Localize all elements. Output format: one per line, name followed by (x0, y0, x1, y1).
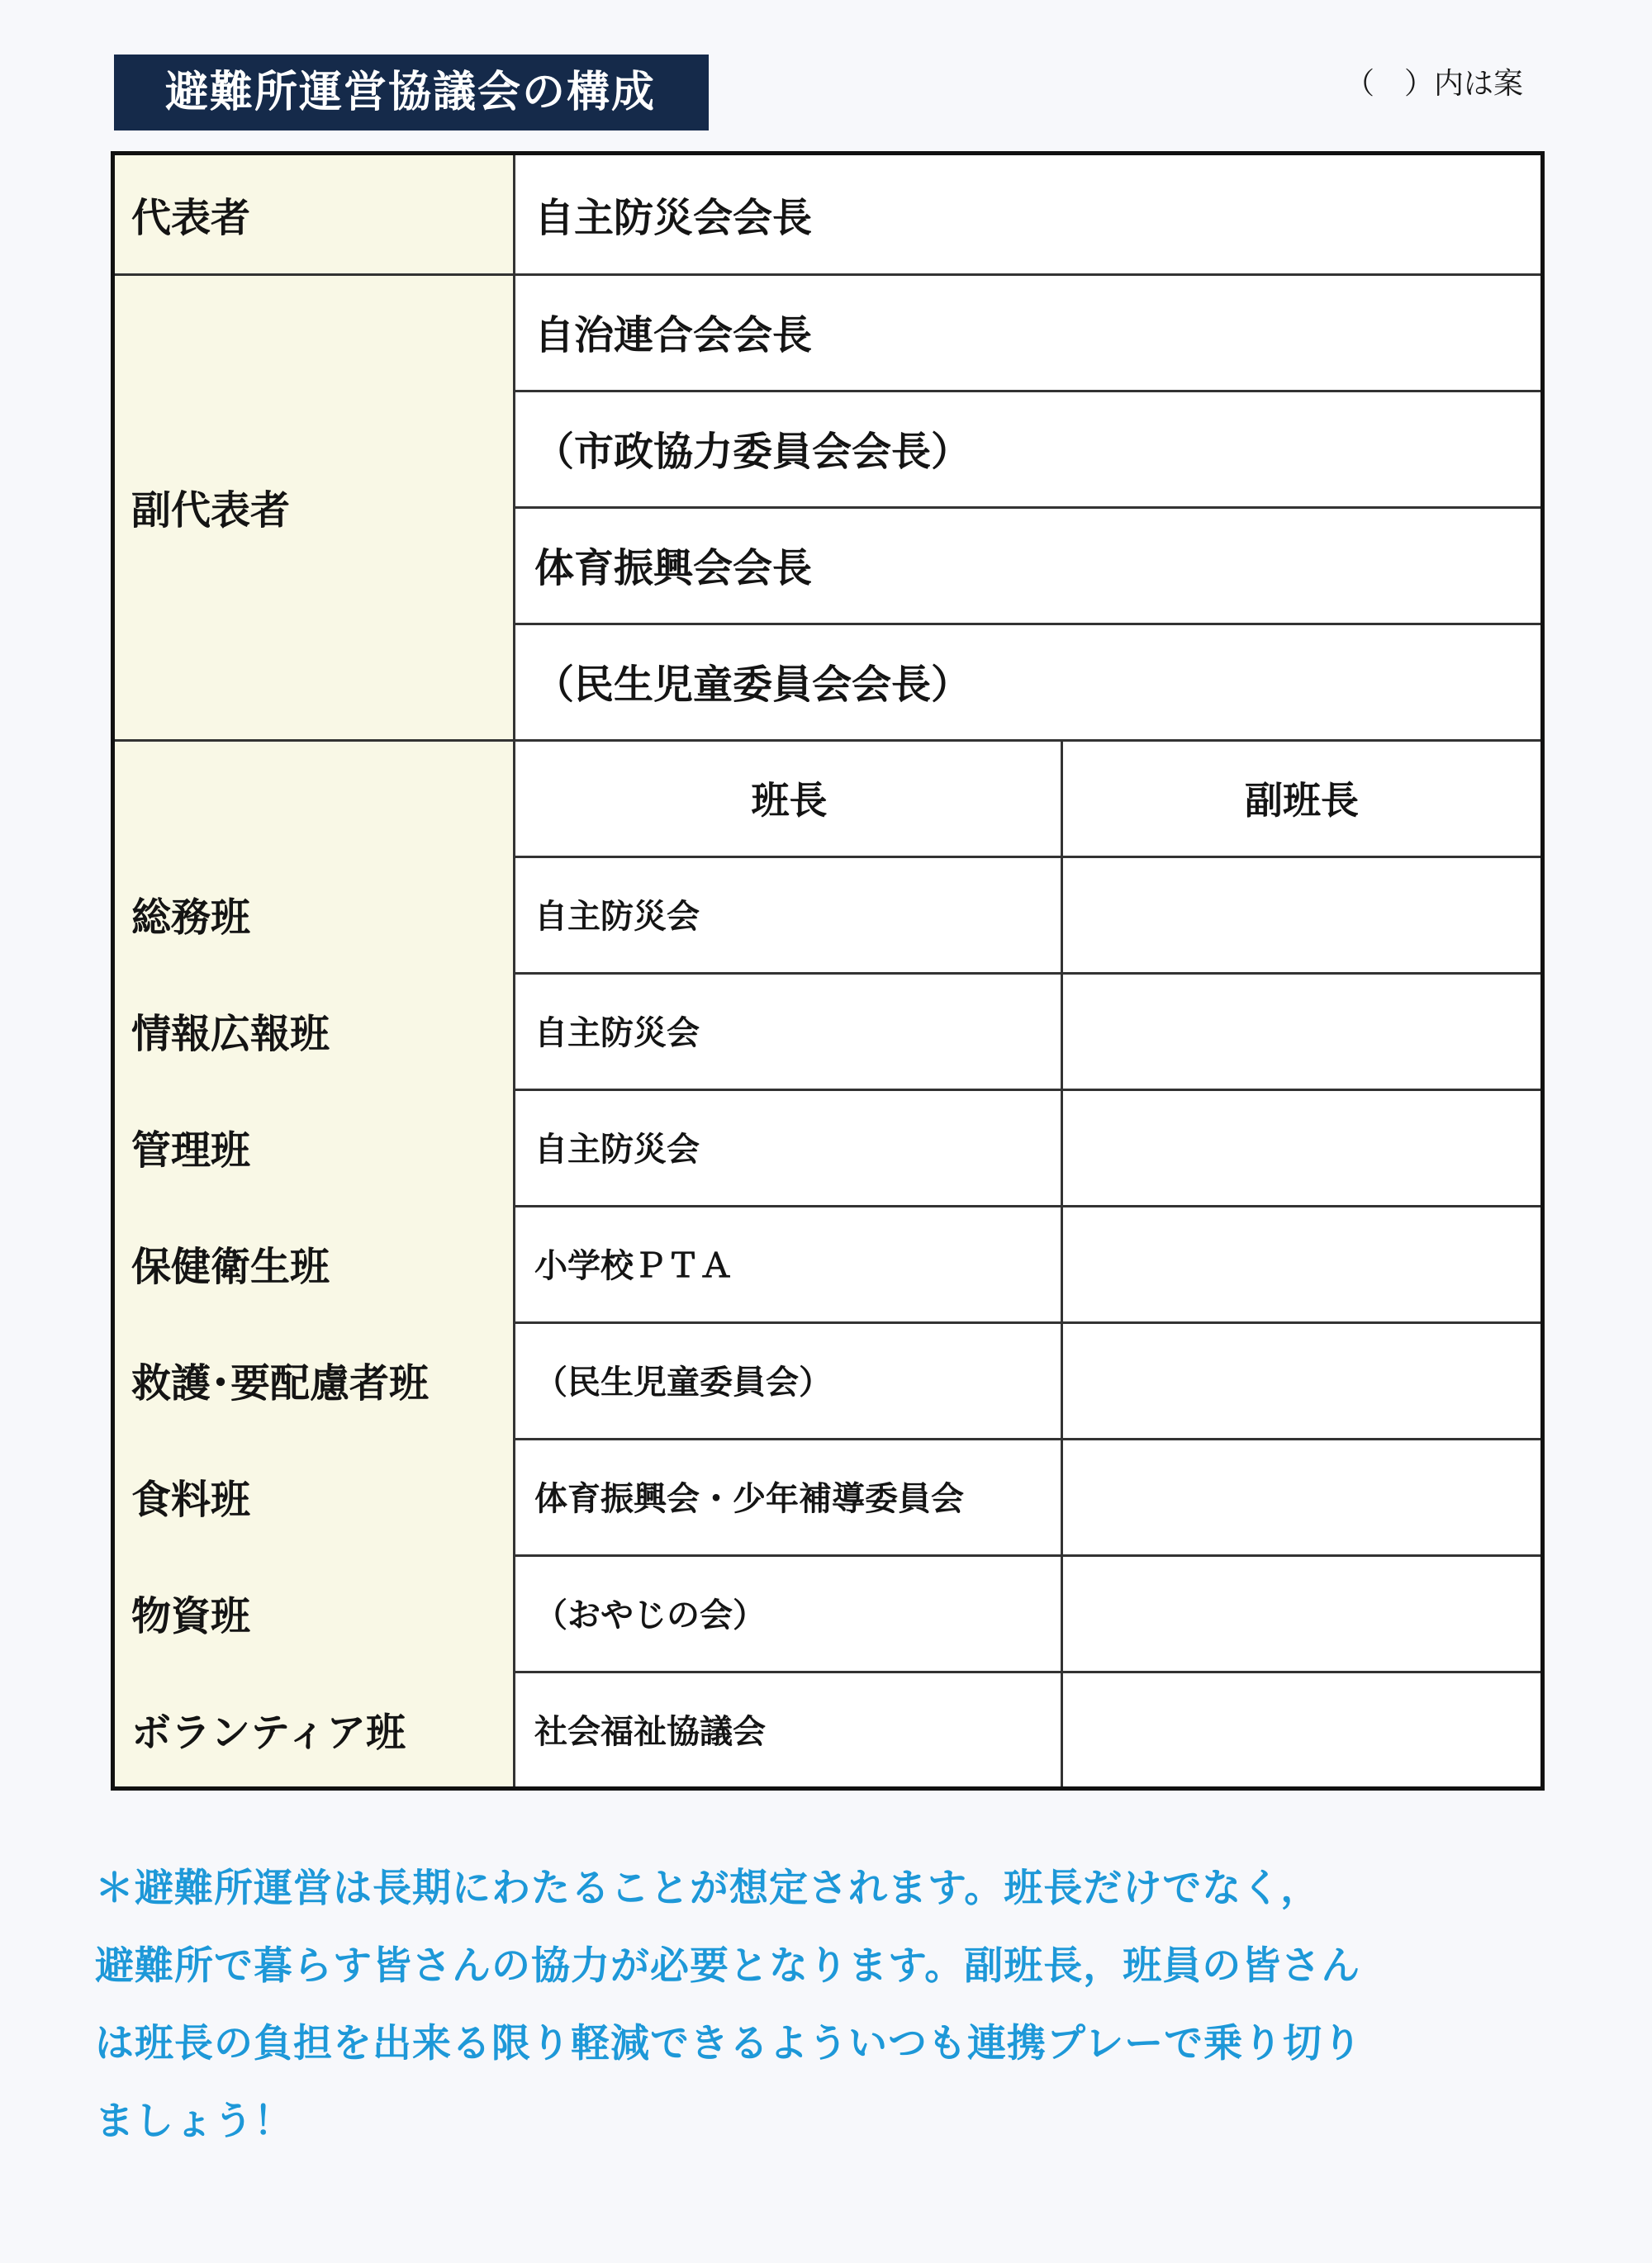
footer-line: ましょう！ (95, 2099, 293, 2144)
footer-line: 避難所で暮らす皆さんの協力が必要となります。副班長，班員の皆さん (95, 1943, 1361, 1989)
representative-label: 代表者 (131, 195, 251, 241)
footer-line: ＊避難所運営は長期にわたることが想定されます。班長だけでなく， (95, 1866, 1321, 1911)
team-name: 情報広報班 (131, 1011, 330, 1057)
council-table (111, 151, 1545, 1791)
team-name: 救護･要配慮者班 (131, 1360, 430, 1407)
team-leader: 自主防災会 (534, 1131, 700, 1169)
vice-representative-value: （民生児童委員会会長） (534, 662, 971, 708)
team-leader: 自主防災会 (534, 898, 700, 936)
team-name: ボランティア班 (131, 1709, 406, 1756)
legend-note: （ ）内は案 (1345, 67, 1524, 101)
footer-message (95, 1850, 1565, 2161)
representative-value: 自主防災会会長 (534, 195, 813, 241)
section-title: 避難所運営協議会の構成 (114, 55, 709, 130)
team-leader: 自主防災会 (534, 1014, 700, 1052)
team-name: 保健衛生班 (131, 1244, 330, 1290)
vice-representative-value: 自治連合会会長 (534, 312, 813, 358)
team-leader: 体育振興会・少年補導委員会 (534, 1480, 964, 1518)
team-name: 食料班 (131, 1477, 251, 1523)
team-leader: 社会福祉協議会 (534, 1712, 766, 1751)
team-leader: 小学校ＰＴＡ (534, 1247, 733, 1285)
deputy-column-header: 副班長 (1245, 777, 1359, 823)
team-leader: （民生児童委員会） (534, 1364, 832, 1402)
team-name: 管理班 (131, 1127, 251, 1174)
team-leader: （おやじの会） (534, 1596, 766, 1634)
vice-representative-value: （市政協力委員会会長） (534, 429, 971, 475)
vice-representative-label: 副代表者 (131, 486, 291, 534)
vice-representative-value: 体育振興会会長 (534, 545, 813, 591)
team-name: 総務班 (131, 894, 251, 941)
team-name: 物資班 (131, 1593, 251, 1639)
leader-column-header: 班長 (751, 777, 828, 823)
footer-line: は班長の負担を出来る限り軽減できるよういつも連携プレーで乗り切り (95, 2021, 1363, 2066)
